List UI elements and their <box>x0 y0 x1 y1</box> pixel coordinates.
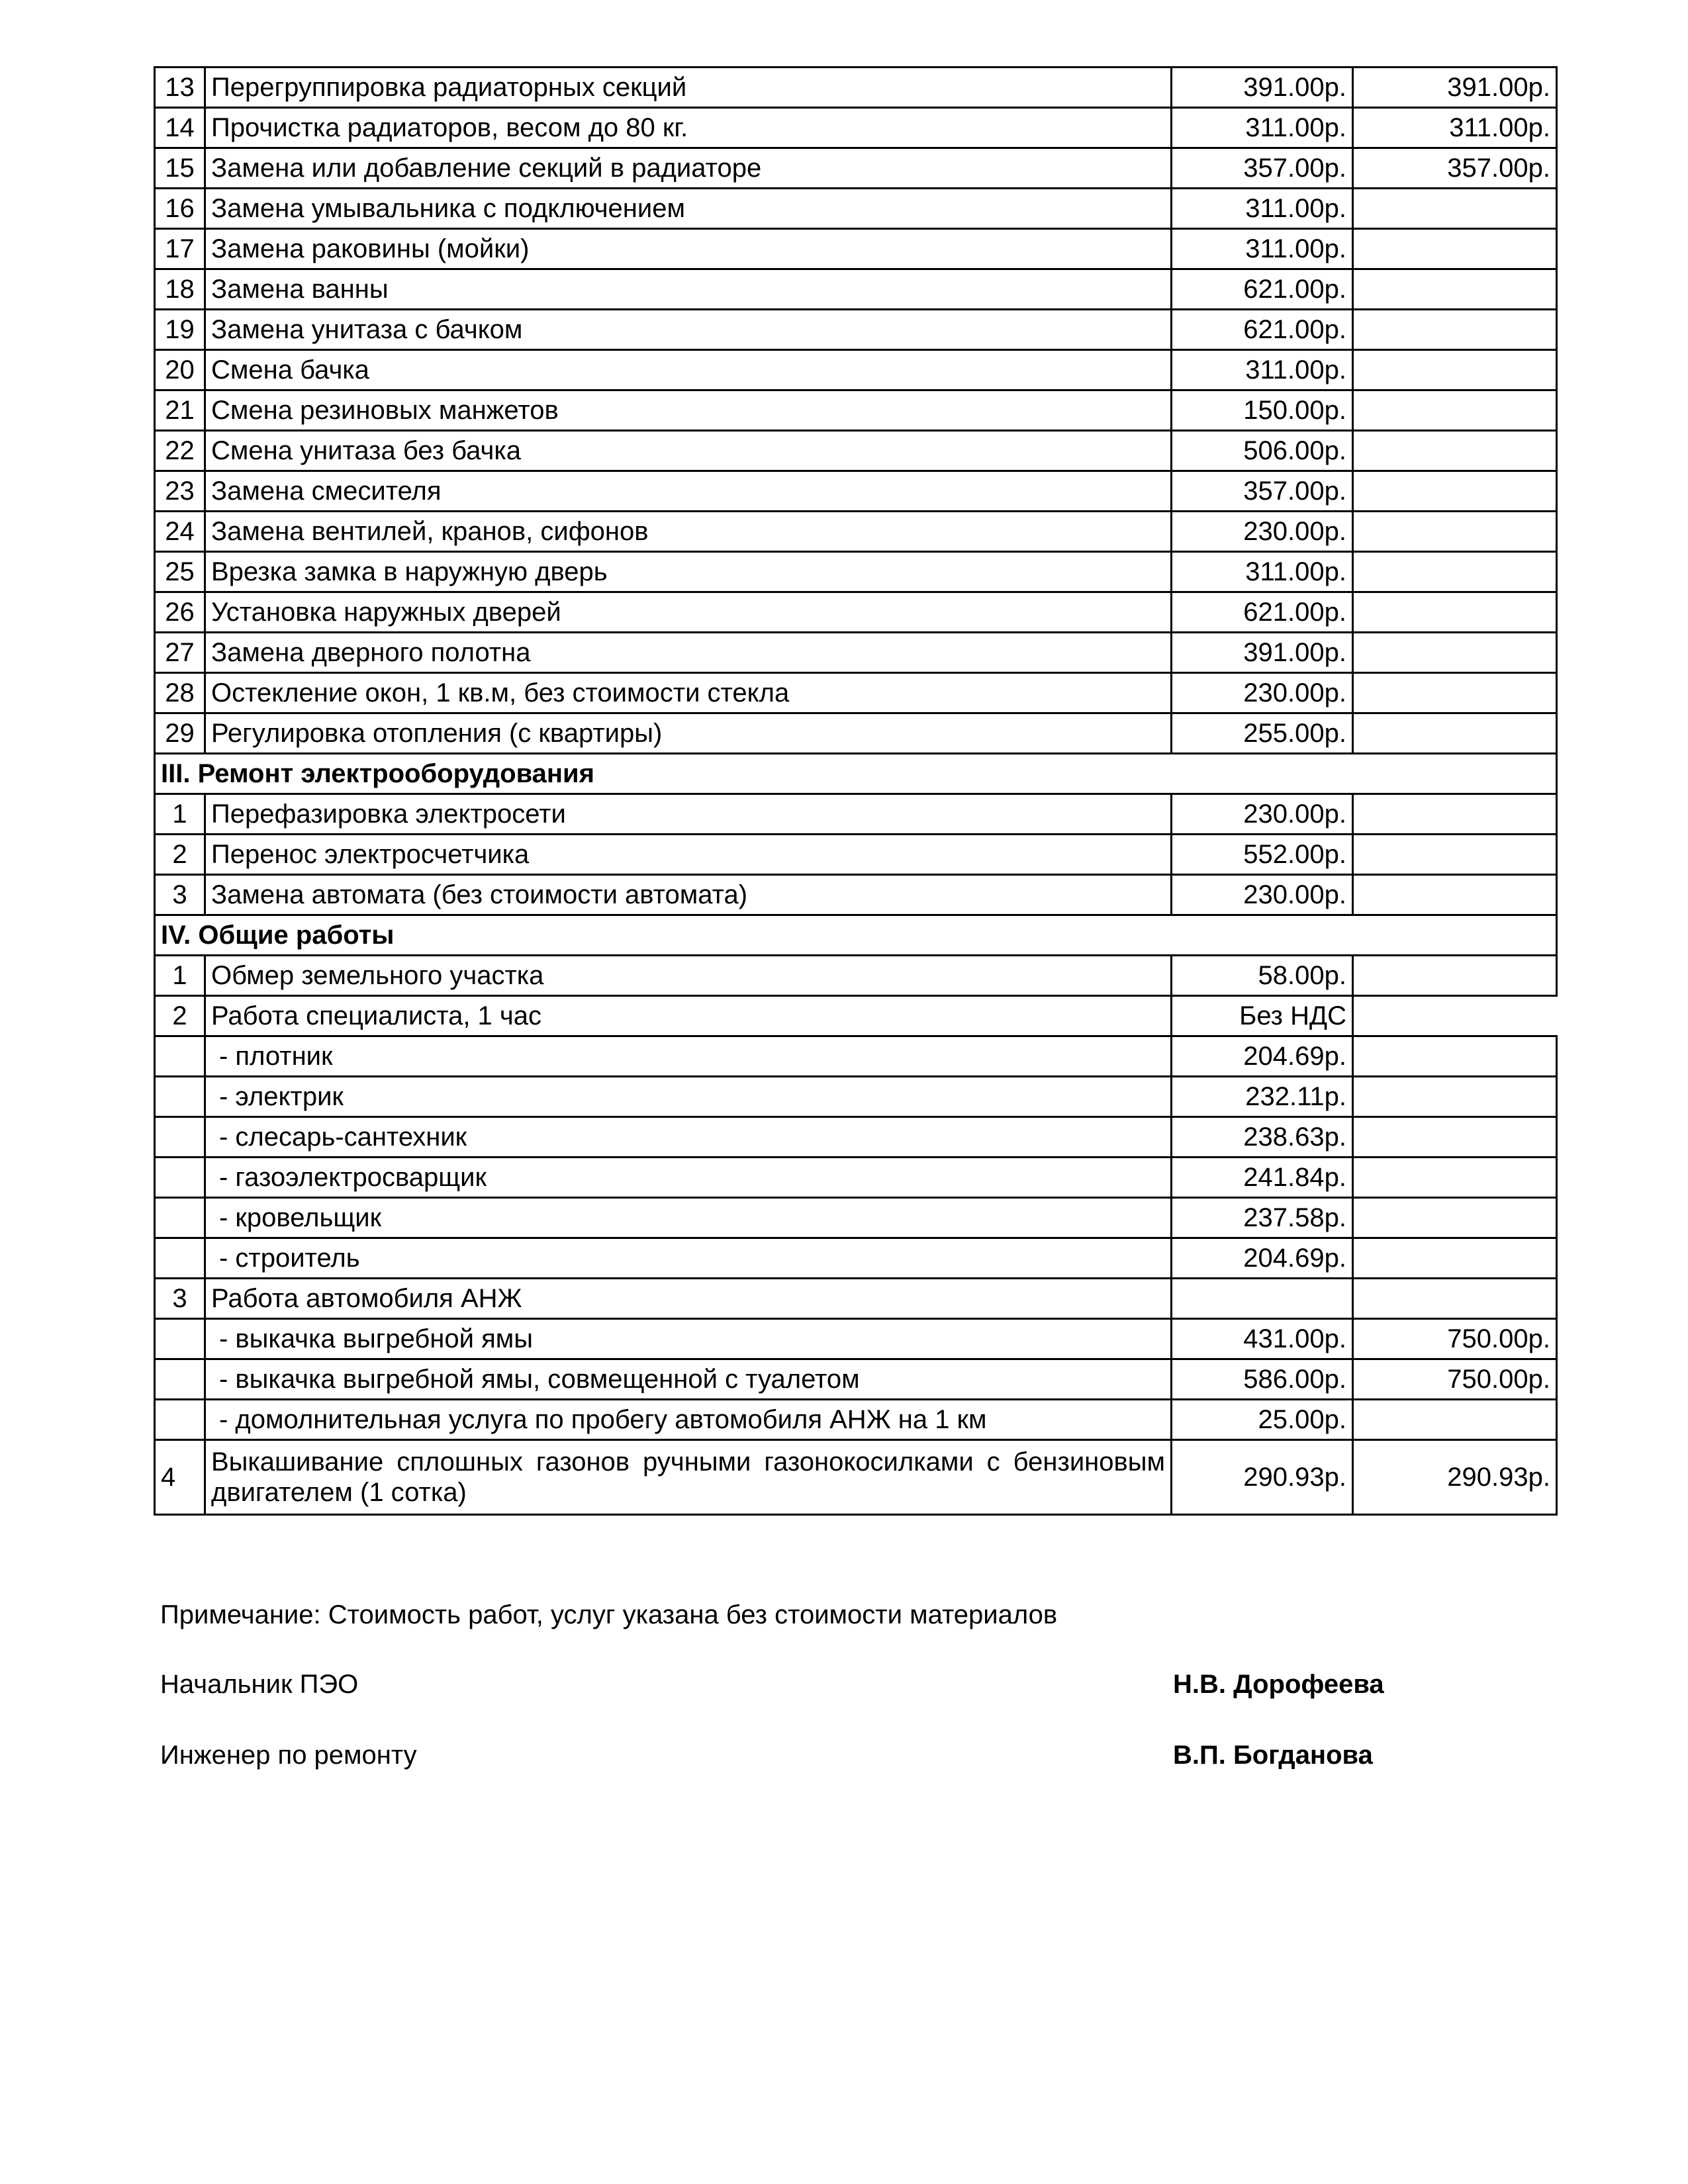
work-name: Замена ванны <box>205 269 1172 310</box>
price-alt <box>1353 512 1557 552</box>
work-name: Работа специалиста, 1 час <box>205 996 1172 1036</box>
table-row <box>155 1077 1557 1117</box>
work-name: Врезка замка в наружную дверь <box>205 552 1172 592</box>
work-name: Смена унитаза без бачка <box>205 431 1172 471</box>
price: Без НДС <box>1172 996 1353 1036</box>
row-number: 20 <box>155 350 205 390</box>
work-name: Регулировка отопления (с квартиры) <box>205 713 1172 754</box>
price: 311.00р. <box>1172 552 1353 592</box>
work-name: Работа автомобиля АНЖ <box>205 1279 1172 1319</box>
price-alt: 357.00р. <box>1353 148 1557 189</box>
price-alt <box>1353 1279 1557 1319</box>
table-row <box>155 431 1557 471</box>
table-row <box>155 1279 1557 1319</box>
price-alt <box>1353 1077 1557 1117</box>
row-number: 3 <box>155 1279 205 1319</box>
signature-name-engineer: В.П. Богданова <box>1173 1741 1373 1770</box>
price: 311.00р. <box>1172 189 1353 229</box>
price-alt <box>1353 229 1557 269</box>
row-number <box>155 1158 205 1198</box>
work-name: Замена раковины (мойки) <box>205 229 1172 269</box>
work-name: Замена или добавление секций в радиаторе <box>205 148 1172 189</box>
signature-name-head: Н.В. Дорофеева <box>1173 1670 1384 1699</box>
work-name: Выкашивание сплошных газонов ручными газонокосилками с бензиновым двигателем (1 сотка) <box>205 1440 1172 1515</box>
row-number <box>155 1117 205 1158</box>
price-table <box>154 66 1558 1516</box>
work-name: Смена резиновых манжетов <box>205 390 1172 431</box>
table-row <box>155 592 1557 633</box>
table-row <box>155 552 1557 592</box>
price: 230.00р. <box>1172 512 1353 552</box>
table-row <box>155 996 1557 1036</box>
table-row <box>155 1036 1557 1077</box>
price-alt <box>1353 431 1557 471</box>
row-number: 21 <box>155 390 205 431</box>
footer-note: Примечание: Стоимость работ, услуг указана без стоимости материалов <box>160 1600 1058 1629</box>
price: 311.00р. <box>1172 350 1353 390</box>
table-row <box>155 1319 1557 1359</box>
price-alt <box>1353 1238 1557 1279</box>
table-row <box>155 1198 1557 1238</box>
price: 311.00р. <box>1172 108 1353 148</box>
price: 357.00р. <box>1172 471 1353 512</box>
work-name: - выкачка выгребной ямы <box>205 1319 1172 1359</box>
price-alt <box>1353 996 1557 1036</box>
price-alt <box>1353 835 1557 875</box>
table-row <box>155 1158 1557 1198</box>
work-name: - кровельщик <box>205 1198 1172 1238</box>
work-name: Остекление окон, 1 кв.м, без стоимости стекла <box>205 673 1172 713</box>
row-number: 2 <box>155 996 205 1036</box>
price: 25.00р. <box>1172 1400 1353 1440</box>
work-name: Замена дверного полотна <box>205 633 1172 673</box>
work-name: Перегруппировка радиаторных секций <box>205 68 1172 108</box>
table-row <box>155 310 1557 350</box>
price-alt <box>1353 956 1557 996</box>
price: 255.00р. <box>1172 713 1353 754</box>
table-row <box>155 269 1557 310</box>
price-alt <box>1353 1400 1557 1440</box>
price: 238.63р. <box>1172 1117 1353 1158</box>
price-alt: 750.00р. <box>1353 1319 1557 1359</box>
price: 232.11р. <box>1172 1077 1353 1117</box>
price-alt: 391.00р. <box>1353 68 1557 108</box>
table-row <box>155 673 1557 713</box>
price-alt: 290.93р. <box>1353 1440 1557 1515</box>
table-row <box>155 875 1557 915</box>
row-number: 17 <box>155 229 205 269</box>
row-number: 3 <box>155 875 205 915</box>
price-alt <box>1353 189 1557 229</box>
price: 431.00р. <box>1172 1319 1353 1359</box>
work-name: Прочистка радиаторов, весом до 80 кг. <box>205 108 1172 148</box>
price: 230.00р. <box>1172 673 1353 713</box>
table-row <box>155 633 1557 673</box>
table-row <box>155 1440 1557 1515</box>
price: 150.00р. <box>1172 390 1353 431</box>
row-number <box>155 1077 205 1117</box>
price-alt <box>1353 552 1557 592</box>
table-row <box>155 835 1557 875</box>
table-row <box>155 1359 1557 1400</box>
work-name: - газоэлектросварщик <box>205 1158 1172 1198</box>
price-alt: 750.00р. <box>1353 1359 1557 1400</box>
price-alt <box>1353 390 1557 431</box>
row-number: 16 <box>155 189 205 229</box>
row-number <box>155 1198 205 1238</box>
section-header-row <box>155 754 1557 794</box>
price-alt <box>1353 1117 1557 1158</box>
price-alt <box>1353 1198 1557 1238</box>
row-number: 26 <box>155 592 205 633</box>
price: 621.00р. <box>1172 269 1353 310</box>
row-number: 4 <box>155 1440 205 1515</box>
work-name: - плотник <box>205 1036 1172 1077</box>
table-row <box>155 1117 1557 1158</box>
table-row <box>155 1400 1557 1440</box>
table-row <box>155 471 1557 512</box>
row-number: 27 <box>155 633 205 673</box>
price: 290.93р. <box>1172 1440 1353 1515</box>
table-row <box>155 713 1557 754</box>
row-number: 25 <box>155 552 205 592</box>
row-number <box>155 1238 205 1279</box>
price: 506.00р. <box>1172 431 1353 471</box>
row-number <box>155 1036 205 1077</box>
price: 230.00р. <box>1172 794 1353 835</box>
price: 241.84р. <box>1172 1158 1353 1198</box>
work-name: Перенос электросчетчика <box>205 835 1172 875</box>
section-header-row <box>155 915 1557 956</box>
price: 204.69р. <box>1172 1036 1353 1077</box>
table-row <box>155 108 1557 148</box>
price-alt <box>1353 633 1557 673</box>
price-alt <box>1353 673 1557 713</box>
table-row <box>155 1238 1557 1279</box>
row-number: 18 <box>155 269 205 310</box>
table-row <box>155 189 1557 229</box>
work-name: - строитель <box>205 1238 1172 1279</box>
row-number: 29 <box>155 713 205 754</box>
price-alt <box>1353 310 1557 350</box>
row-number: 19 <box>155 310 205 350</box>
row-number: 1 <box>155 794 205 835</box>
price-alt <box>1353 471 1557 512</box>
table-row <box>155 229 1557 269</box>
price-alt <box>1353 875 1557 915</box>
section-title: IV. Общие работы <box>155 915 1557 956</box>
table-row <box>155 390 1557 431</box>
price: 230.00р. <box>1172 875 1353 915</box>
price-alt <box>1353 794 1557 835</box>
price-alt <box>1353 713 1557 754</box>
price-alt <box>1353 350 1557 390</box>
work-name: Обмер земельного участка <box>205 956 1172 996</box>
work-name: Смена бачка <box>205 350 1172 390</box>
row-number: 23 <box>155 471 205 512</box>
price: 237.58р. <box>1172 1198 1353 1238</box>
price: 357.00р. <box>1172 148 1353 189</box>
row-number: 28 <box>155 673 205 713</box>
work-name: - электрик <box>205 1077 1172 1117</box>
table-row <box>155 956 1557 996</box>
row-number: 24 <box>155 512 205 552</box>
price <box>1172 1279 1353 1319</box>
row-number: 1 <box>155 956 205 996</box>
price: 586.00р. <box>1172 1359 1353 1400</box>
signature-position-head: Начальник ПЭО <box>160 1670 359 1699</box>
signature-position-engineer: Инженер по ремонту <box>160 1741 417 1770</box>
price: 621.00р. <box>1172 592 1353 633</box>
row-number: 2 <box>155 835 205 875</box>
work-name: Замена смесителя <box>205 471 1172 512</box>
table-row <box>155 350 1557 390</box>
work-name: Замена унитаза с бачком <box>205 310 1172 350</box>
work-name: - слесарь-сантехник <box>205 1117 1172 1158</box>
work-name: Установка наружных дверей <box>205 592 1172 633</box>
price: 621.00р. <box>1172 310 1353 350</box>
row-number: 15 <box>155 148 205 189</box>
work-name: - домолнительная услуга по пробегу автомобиля АНЖ на 1 км <box>205 1400 1172 1440</box>
table-row <box>155 68 1557 108</box>
price: 391.00р. <box>1172 68 1353 108</box>
work-name: Замена автомата (без стоимости автомата) <box>205 875 1172 915</box>
row-number: 22 <box>155 431 205 471</box>
work-name: Замена вентилей, кранов, сифонов <box>205 512 1172 552</box>
table-row <box>155 794 1557 835</box>
price-alt <box>1353 592 1557 633</box>
table-row <box>155 512 1557 552</box>
row-number: 14 <box>155 108 205 148</box>
price: 552.00р. <box>1172 835 1353 875</box>
work-name: Перефазировка электросети <box>205 794 1172 835</box>
section-title: III. Ремонт электрооборудования <box>155 754 1557 794</box>
price-alt <box>1353 1036 1557 1077</box>
row-number <box>155 1359 205 1400</box>
price: 204.69р. <box>1172 1238 1353 1279</box>
price: 391.00р. <box>1172 633 1353 673</box>
work-name: - выкачка выгребной ямы, совмещенной с туалетом <box>205 1359 1172 1400</box>
row-number: 13 <box>155 68 205 108</box>
table-row <box>155 148 1557 189</box>
price-alt <box>1353 1158 1557 1198</box>
price: 58.00р. <box>1172 956 1353 996</box>
price-alt <box>1353 269 1557 310</box>
price-alt: 311.00р. <box>1353 108 1557 148</box>
price: 311.00р. <box>1172 229 1353 269</box>
row-number <box>155 1400 205 1440</box>
work-name: Замена умывальника с подключением <box>205 189 1172 229</box>
row-number <box>155 1319 205 1359</box>
